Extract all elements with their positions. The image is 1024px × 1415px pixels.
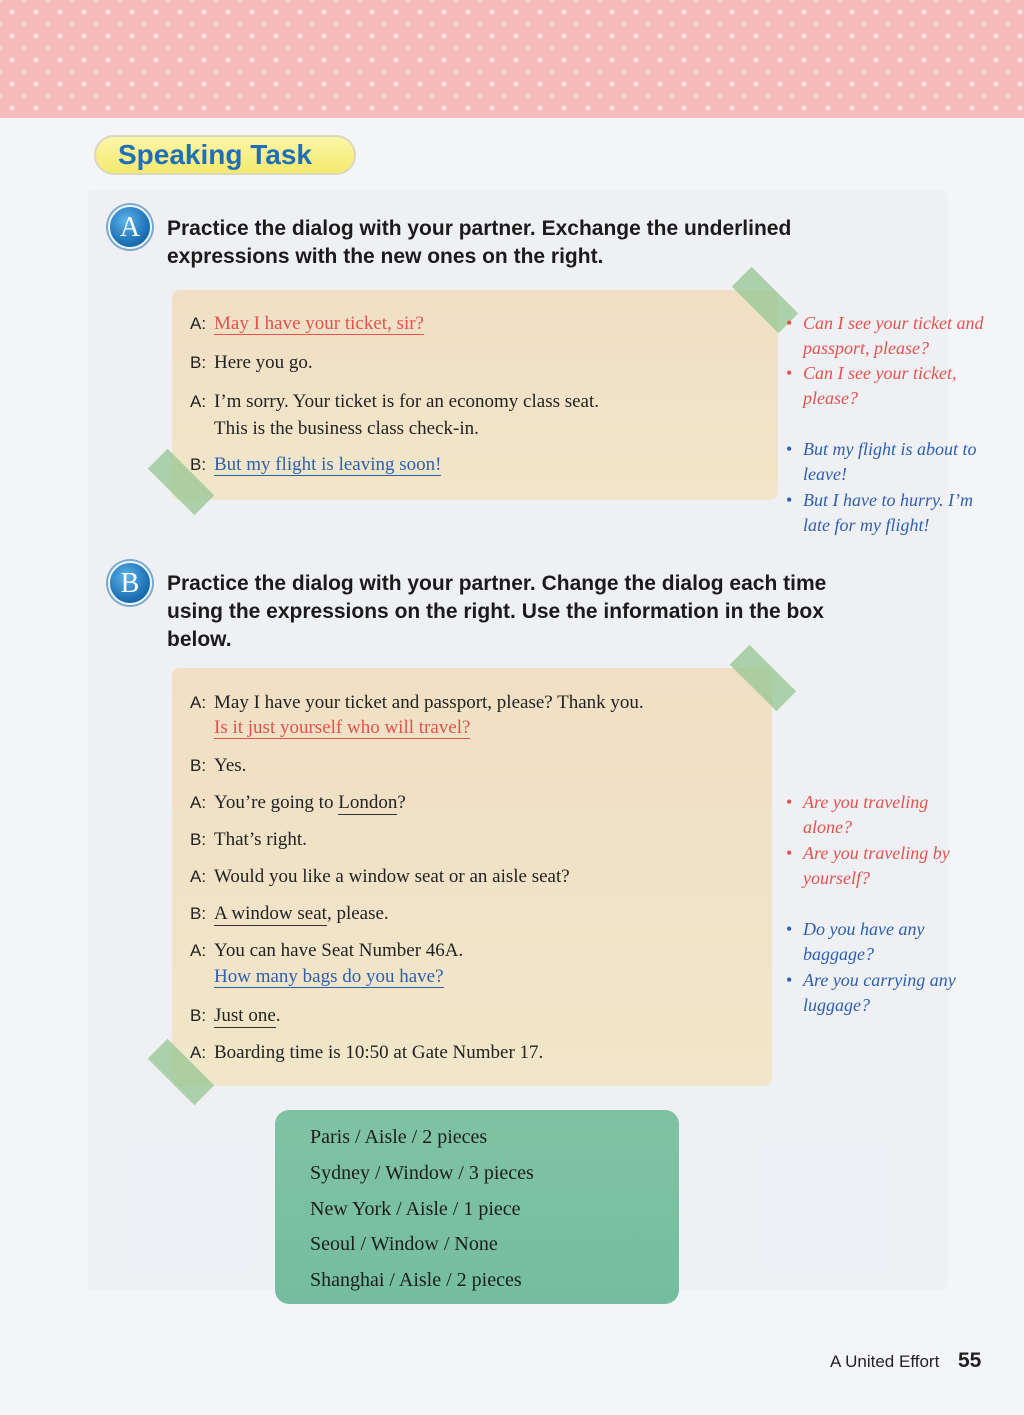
speaker-label: B:: [190, 455, 207, 474]
footer-unit-title: A United Effort: [830, 1352, 940, 1371]
instruction-line: expressions with the new ones on the right.: [167, 245, 604, 268]
speaker-label: A:: [190, 314, 207, 333]
dialog-line: B: Just one.: [190, 1003, 281, 1029]
dialog-text: Boarding time is 10:50 at Gate Number 17.: [214, 1042, 544, 1063]
underlined-expression: A window seat: [214, 903, 327, 924]
dialog-text: Would you like a window seat or an aisle seat?: [214, 866, 570, 887]
info-row: Paris / Aisle / 2 pieces: [310, 1126, 488, 1148]
dialog-line: [190, 864, 570, 890]
info-row: New York / Aisle / 1 piece: [310, 1198, 521, 1220]
dialog-line: [190, 311, 424, 337]
speaker-label: B:: [190, 904, 207, 923]
underlined-expression: May I have your ticket, sir?: [214, 313, 424, 334]
alternative-expression: • Are you traveling alone?: [786, 792, 929, 837]
dialog-line: B: A window seat, please.: [190, 901, 389, 927]
speaker-label: B:: [190, 830, 207, 849]
dialog-line: This is the business class check-in.: [214, 418, 479, 439]
info-row: Seoul / Window / None: [310, 1233, 498, 1255]
dialog-text: Yes.: [214, 755, 247, 776]
alternative-expression: • But I have to hurry. I’m late for my flight!: [786, 490, 973, 535]
speaker-label: A:: [190, 1043, 207, 1062]
speaker-label: B:: [190, 1006, 207, 1025]
instruction-line: Practice the dialog with your partner. Exchange the underlined: [167, 217, 792, 240]
page-number: 55: [958, 1349, 982, 1372]
bullet-icon: •: [786, 313, 793, 333]
section-a-instruction: [167, 215, 957, 271]
underlined-expression: Just one: [214, 1005, 276, 1026]
speaker-label: B:: [190, 353, 207, 372]
underlined-expression: How many bags do you have?: [214, 966, 444, 987]
bullet-icon: •: [786, 919, 793, 939]
alternative-expression: • Can I see your ticket and passport, please?: [786, 313, 984, 358]
instruction-line: below.: [167, 628, 232, 651]
dialog-line: [190, 938, 463, 964]
dialog-line: [190, 964, 444, 990]
dialog-text: You can have Seat Number 46A.: [214, 940, 464, 961]
speaker-label: A:: [190, 793, 207, 812]
dialog-line: [190, 1040, 543, 1066]
speaker-label: A:: [190, 867, 207, 886]
speaker-label: A:: [190, 392, 207, 411]
dialog-text: That’s right.: [214, 829, 307, 850]
alternative-expression: • But my flight is about to leave!: [786, 439, 977, 484]
dialog-line: A: You’re going to London?: [190, 790, 406, 816]
alternative-expression: • Do you have any baggage?: [786, 919, 925, 964]
instruction-line: using the expressions on the right. Use the information in the box: [167, 600, 824, 623]
info-row: Sydney / Window / 3 pieces: [310, 1162, 534, 1184]
dialog-line: [190, 452, 441, 478]
dialog-line: [190, 690, 644, 716]
instruction-line: Practice the dialog with your partner. Change the dialog each time: [167, 572, 827, 595]
dialog-line: [190, 350, 313, 376]
bullet-icon: •: [786, 439, 793, 459]
section-b-instruction: [167, 570, 957, 654]
dialog-line: [190, 389, 599, 415]
underlined-expression: London: [338, 792, 398, 813]
dialog-text: I’m sorry. Your ticket is for an economy class seat.: [214, 391, 600, 412]
section-b-badge: B: [108, 561, 152, 605]
dialog-line: [190, 715, 470, 741]
speaker-label: B:: [190, 756, 207, 775]
info-row: Shanghai / Aisle / 2 pieces: [310, 1269, 522, 1291]
dialog-line: [190, 827, 307, 853]
bullet-icon: •: [786, 792, 793, 812]
speaker-label: A:: [190, 941, 207, 960]
alternative-expression: • Can I see your ticket, please?: [786, 363, 957, 408]
underlined-expression: Is it just yourself who will travel?: [214, 717, 471, 738]
section-title: Speaking Task: [94, 135, 356, 175]
dialog-text: Here you go.: [214, 352, 313, 373]
bullet-icon: •: [786, 843, 793, 863]
speaker-label: A:: [190, 693, 207, 712]
bullet-icon: •: [786, 490, 793, 510]
bullet-icon: •: [786, 970, 793, 990]
dialog-text: May I have your ticket and passport, please? Thank you.: [214, 692, 644, 713]
decorative-header-band: [0, 0, 1024, 118]
dialog-line: [190, 753, 246, 779]
section-a-badge: A: [108, 205, 152, 249]
alternative-expression: • Are you traveling by yourself?: [786, 843, 950, 888]
underlined-expression: But my flight is leaving soon!: [214, 454, 442, 475]
bullet-icon: •: [786, 363, 793, 383]
alternative-expression: • Are you carrying any luggage?: [786, 970, 956, 1015]
